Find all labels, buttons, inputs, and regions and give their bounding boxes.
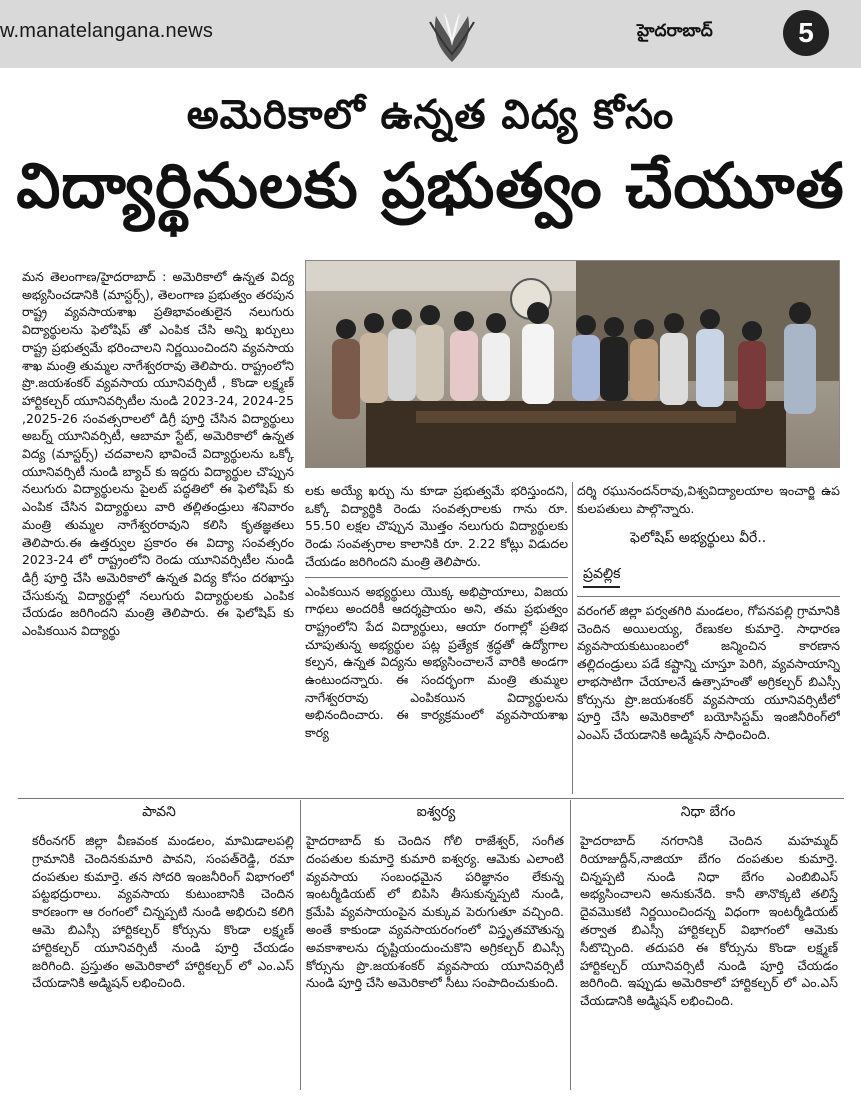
profiles-top-rule [18, 798, 844, 799]
profile-name-pavani: పావని [142, 804, 176, 820]
pravallika-column [577, 602, 840, 792]
profile-name-nidha: నిధా బేగం [680, 804, 736, 820]
right-column [577, 482, 840, 520]
profile-text-nidha: హైదరాబాద్ నగరానికి చెందిన మహమ్మద్ రియాజుద్దీన్,నాజియా బేగం దంపతుల కుమార్తె. చిన్నప్పటి నుండి నిధా బేగం ఎంబిబిఎస్ అభ్యసించాలని అనుకునేది. కానీ తానొక్కటి తలిస్తే దైవమొకటి నిర్ణయించిందన్న విధంగా ఇంటర్మీడియట్ తర్వాత బిఎస్సీ హార్టికల్చర్ విభాగంలో ఆమెకు సీటొచ్చింది. తదుపరి ఈ కోర్సును కొండా లక్ష్మణ్ హార్టికల్చర్ యూనివర్సిటీ నుండి పూర్తి చేయడం జరిగింది. ఇప్పుడు అమెరికాలో హార్టికల్చర్ లో ఎం.ఎస్ చేయడానికి అడ్మిషన్ లభించింది. [580, 833, 838, 1009]
hands-logo-icon [422, 2, 482, 66]
pravallika-paragraph: వరంగల్ జిల్లా పర్వతగిరి మండలం, గోపనపల్లి గ్రామానికి చెందిన అయిలయ్య, రేణుకల కుమార్తె. సాధారణ వ్యవసాయకుటుంబంలో జన్మించిన కారణాన తల్లిదండ్రులు పడే కష్టాన్ని చూస్తూ పెరిగి, వ్యవసాయాన్ని లాభసాటిగా చేయాలనే ఉత్సాహంతో అగ్రికల్చర్ బిఎస్సీ కోర్సును ప్రొ.జయశంకర్ వ్యవసాయ యూనివర్సిటీలో పూర్తి చేసి అమెరికాలో బయోసిస్టమ్ ఇంజినీరింగ్‌లో ఎంఎస్ చేయడానికి అడ్మిషన్ సాధించింది. [577, 603, 840, 742]
kicker-headline: అమెరికాలో ఉన్నత విద్య కోసం [186, 92, 675, 138]
middle-column [305, 482, 568, 794]
profile-text-pavani: కరీంనగర్ జిల్లా వీణవంక మండలం, మామిడాలపల్లి గ్రామానికి చెందినకుమారి పావని, సంపత్‌రెడ్డి, రమా దంపతుల కుమార్తె. తన సోదరి ఇంజనీరింగ్ విభాగంలో పట్టభద్రురాలు. వ్యవసాయ కుటుంబానికి చెందిన కారణంగా ఆ రంగంలో చిన్నప్పటి నుండి అభిరుచి కలిగి ఆమె బిఎస్సీ హార్టికల్చర్ కోర్సును కొండా లక్ష్మణ్ హార్టికల్చర్ యూనివర్సిటీ నుండి పూర్తి చేయడం జరిగింది. ప్రస్తుతం అమెరికాలో హార్టికల్చర్ లో ఎం.ఎస్ చేయడానికి అడ్మిషన్ లభించింది. [32, 833, 294, 991]
profile-rule [570, 800, 571, 1090]
main-headline: విద్యార్థినులకు ప్రభుత్వం చేయూత [16, 149, 845, 222]
profile-text-aishwarya: హైదరాబాద్ కు చెందిన గోలి రాజేశ్వర్, సంగీత దంపతుల కుమార్తె కుమారి ఐశ్వర్య. ఆమెకు ఎలాంటి వ్యవసాయ సంబంధమైన పరిజ్ఞానం లేకున్న ఇంటర్మీడియట్ లో బిపిసి తీసుకున్నప్పటి నుండి, క్రమేపి వ్యవసాయంపైన మక్కువ పెరుగుతూ వచ్చింది. అంతే కాకుండా వ్యవసాయరంగంలో విస్తృతమౌతున్న అవకాశాలను దృష్టియందుంచుకొని అగ్రికల్చర్ బిఎస్సీ కోర్సును ప్రొ.జయశంకర్ వ్యవసాయ యూనివర్సిటీ నుండి పూర్తి చేసి అమెరికాలో సీటు సంపాదించుకుంది. [306, 833, 564, 991]
candidate-label: ప్రవల్లిక [583, 566, 620, 588]
column-divider [305, 577, 568, 578]
cost-paragraph: లకు అయ్యే ఖర్చు ను కూడా ప్రభుత్వమే భరిస్తుందని, ఒక్కో విద్యార్థికి రెండు సంవత్సరాలకు గాను రూ. 55.50 లక్షల చొప్పున మొత్తం నలుగురు విద్యార్థులకు రెండు సంవత్సరాల కాలానికి రూ. 2.22 కోట్లు విడుదల చేయడం జరిగిందని మంత్రి తెలిపారు. [305, 483, 568, 569]
profile-rule [300, 800, 301, 1090]
page-number-badge: 5 [783, 10, 829, 56]
opinion-paragraph: ఎంపికయిన అభ్యర్థులు యొక్క అభిప్రాయాలు, విజయ గాథలు అందరికీ ఆదర్శప్రాయం అని, తమ ప్రభుత్వం రాష్ట్రంలోని పేద విద్యార్థులు, ఆయా రంగాల్లో ప్రతిభ చూపుతున్న అభ్యర్థుల పట్ల ప్రత్యేక శ్రద్ధతో ఉద్యోగాల కల్పన, ఉన్నత విద్యను అభ్యసించాలనే వారికి అండగా ఉంటుందన్నారు. ఈ సందర్భంగా మంత్రి తుమ్మల నాగేశ్వరరావు ఎంపికయిన విద్యార్థులను అభినందించారు. ఈ కార్యక్రమంలో వ్యవసాయశాఖ కార్య [305, 583, 568, 741]
masthead-bar [0, 0, 861, 68]
site-url: w.manatelangana.news [0, 20, 214, 42]
lede-paragraph: మన తెలంగాణ/హైదరాబాద్ : అమెరికాలో ఉన్నత విద్య అభ్యసించడానికి (మాస్టర్స్), తెలంగాణ ప్రభుత్వం తరపున రాష్ట్ర వ్యవసాయశాఖ ప్రతిభావంతులైన నలుగురు విద్యార్థులను ఫెలోషిప్ తో ఎంపిక చేసి అన్ని ఖర్చులు రాష్ట్ర ప్రభుత్వమే భరించాలని నిర్ణయించిందని వ్యవసాయ శాఖ మంత్రి తుమ్మల నాగేశ్వరరావు తెలిపారు. రాష్ట్రంలోని ప్రొ.జయశంకర్ వ్యవసాయ యూనివర్సిటీ , కొండా లక్ష్మణ్ హార్టికల్చర్ యూనివర్సిటీల నుండి 2023-24, 2024-25 ,2025-26 సంవత్సరాలలో డిగ్రీ పూర్తి చేసిన విద్యార్థులు అబర్న్ యూనివర్సిటీ, ఆబామా స్టేట్, అమెరికాలో ఉన్నత విద్య (మాస్టర్స్) చదవాలని భావించే విద్యార్థులను ఒక్కో యూనివర్సిటీ నుండి బ్యాచ్ కు ఇద్దరు విద్యార్థుల చొప్పున నలుగురు విద్యార్థులను పైలట్ పద్ధతిలో ఈ ఫెలోషిప్ కు ఎంపిక చేసిన విద్యార్థులు వారి తల్లితండ్రులు శనివారం మంత్రి తుమ్మల నాగేశ్వరరావుని కలిసి కృతజ్ఞతలు తెలిపారు.ఈ ఉత్తర్వుల ప్రకారం ఈ విద్యా సంవత్సరం 2023-24 లో రాష్ట్రంలోని రెండు యూనివర్సిటీల నుండి డిగ్రీ పూర్తి చేసి అమెరికాలో ఉన్నత విద్య కోసం దరఖాస్తు చేసుకున్న విద్యార్థుల్లో నలుగురు విద్యార్థులకు ఎంపిక చేయడం జరిగిందని మంత్రి తెలిపారు. ఈ ఫెలోషిప్ కు ఎంపికయిన విద్యార్థు [22, 269, 294, 639]
label-divider [577, 596, 840, 597]
participants-paragraph: దర్శి రఘునందన్‌రావు,విశ్వవిద్యాలయాల ఇంచార్జి ఉప కులపతులు పాల్గొన్నారు. [577, 483, 840, 516]
edition-city: హైదరాబాద్ [637, 21, 713, 41]
column-rule [572, 482, 573, 794]
fellowship-subhead: ఫెలోషిప్ అభ్యర్థులు వీరే.. [630, 530, 767, 546]
profile-name-aishwarya: ఐశ్వర్య [416, 804, 456, 820]
news-photo [305, 260, 840, 468]
lede-column [22, 268, 294, 790]
